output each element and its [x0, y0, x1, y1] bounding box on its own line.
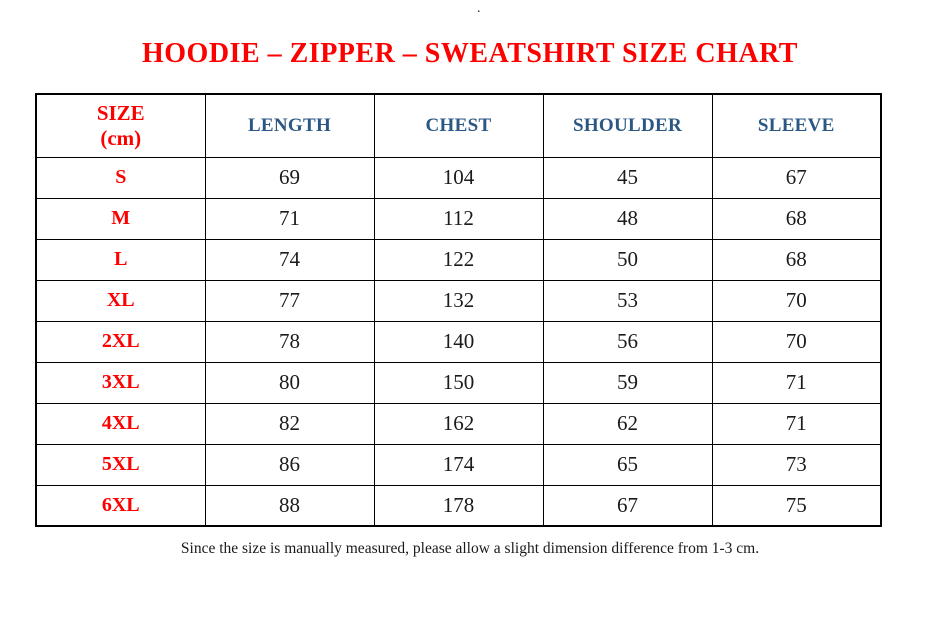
table-row-5xl	[36, 444, 881, 485]
shoulder-value: 62	[543, 403, 712, 444]
shoulder-value: 67	[543, 485, 712, 526]
sleeve-value: 71	[712, 403, 881, 444]
shoulder-value: 48	[543, 198, 712, 239]
table-row-3xl	[36, 362, 881, 403]
chest-value: 150	[374, 362, 543, 403]
shoulder-value: 59	[543, 362, 712, 403]
sleeve-value: 67	[712, 157, 881, 198]
length-value: 82	[205, 403, 374, 444]
chest-value: 162	[374, 403, 543, 444]
size-header-line2: (cm)	[100, 125, 142, 150]
length-value: 74	[205, 239, 374, 280]
shoulder-value: 56	[543, 321, 712, 362]
length-value: 86	[205, 444, 374, 485]
size-label: 5XL	[36, 444, 205, 485]
table-row-l	[36, 239, 881, 280]
size-label: L	[36, 239, 205, 280]
table-row-4xl	[36, 403, 881, 444]
shoulder-value: 53	[543, 280, 712, 321]
length-value: 77	[205, 280, 374, 321]
length-value: 69	[205, 157, 374, 198]
length-value: 88	[205, 485, 374, 526]
length-value: 71	[205, 198, 374, 239]
size-chart-body	[36, 157, 881, 526]
table-row-2xl	[36, 321, 881, 362]
column-header-size	[36, 94, 205, 157]
size-label: 6XL	[36, 485, 205, 526]
size-label: M	[36, 198, 205, 239]
size-label: 4XL	[36, 403, 205, 444]
size-label: XL	[36, 280, 205, 321]
length-value: 80	[205, 362, 374, 403]
size-chart-header	[36, 94, 881, 157]
sleeve-value: 70	[712, 321, 881, 362]
column-header-chest: CHEST	[374, 94, 543, 157]
size-label: 2XL	[36, 321, 205, 362]
sleeve-value: 75	[712, 485, 881, 526]
sleeve-value: 70	[712, 280, 881, 321]
chest-value: 174	[374, 444, 543, 485]
column-header-length: LENGTH	[205, 94, 374, 157]
size-label: 3XL	[36, 362, 205, 403]
size-header-line1: SIZE	[96, 100, 145, 125]
chest-value: 104	[374, 157, 543, 198]
table-row-6xl	[36, 485, 881, 526]
sleeve-value: 73	[712, 444, 881, 485]
table-row-s	[36, 157, 881, 198]
header-row	[36, 94, 881, 157]
column-header-sleeve: SLEEVE	[712, 94, 881, 157]
chest-value: 132	[374, 280, 543, 321]
sleeve-value: 71	[712, 362, 881, 403]
length-value: 78	[205, 321, 374, 362]
stray-period-mark: .	[477, 1, 481, 16]
chest-value: 122	[374, 239, 543, 280]
chest-value: 140	[374, 321, 543, 362]
measurement-disclaimer: Since the size is manually measured, please allow a slight dimension difference from 1-3 cm.	[180, 540, 760, 557]
table-row-m	[36, 198, 881, 239]
chest-value: 178	[374, 485, 543, 526]
size-chart-table	[35, 93, 882, 527]
chest-value: 112	[374, 198, 543, 239]
page-title: HOODIE – ZIPPER – SWEATSHIRT SIZE CHART	[142, 38, 798, 69]
sleeve-value: 68	[712, 198, 881, 239]
shoulder-value: 50	[543, 239, 712, 280]
column-header-shoulder: SHOULDER	[543, 94, 712, 157]
shoulder-value: 65	[543, 444, 712, 485]
size-label: S	[36, 157, 205, 198]
table-row-xl	[36, 280, 881, 321]
shoulder-value: 45	[543, 157, 712, 198]
sleeve-value: 68	[712, 239, 881, 280]
